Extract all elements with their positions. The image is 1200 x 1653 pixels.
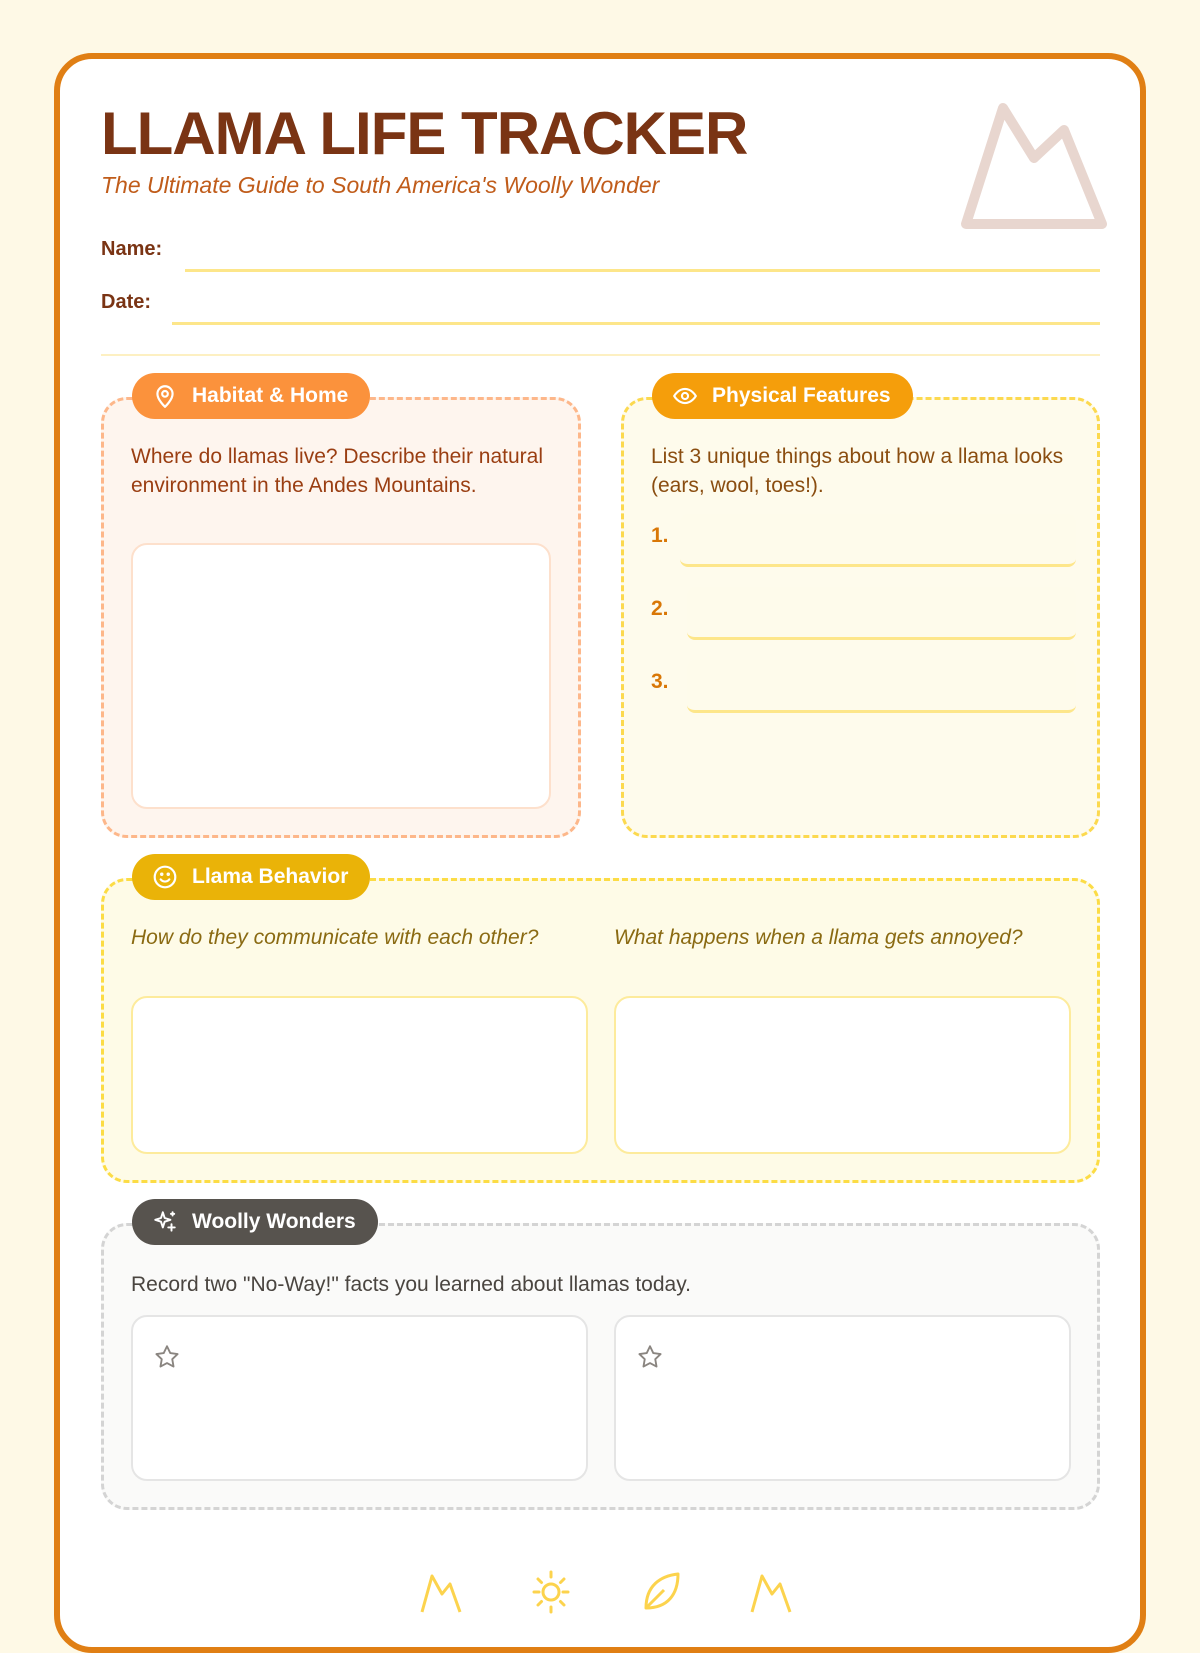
annoyed-question: What happens when a llama gets annoyed?	[614, 926, 1023, 949]
habitat-prompt: Where do llamas live? Describe their natural environment in the Andes Mountains.	[131, 445, 544, 497]
mountain-icon	[418, 1568, 464, 1614]
physical-badge	[652, 373, 913, 419]
feature-input[interactable]	[680, 514, 1076, 567]
mountain-icon	[748, 1568, 794, 1614]
sun-icon	[528, 1568, 574, 1614]
page-title: LLAMA LIFE TRACKER	[101, 100, 748, 167]
feature-number: 1.	[651, 524, 669, 547]
woolly-badge	[132, 1199, 378, 1245]
feature-row	[651, 660, 1076, 712]
behavior-title: Llama Behavior	[192, 865, 349, 888]
physical-section	[621, 384, 1100, 838]
feature-number: 2.	[651, 597, 669, 620]
woolly-section	[101, 1210, 1100, 1510]
fact-box[interactable]	[131, 1315, 588, 1481]
name-label: Name:	[101, 238, 163, 260]
feature-row	[651, 587, 1076, 639]
date-input[interactable]	[172, 322, 1100, 325]
feature-row	[651, 514, 1076, 566]
page-subtitle: The Ultimate Guide to South America's Woolly Wonder	[101, 172, 660, 198]
annoyed-answer-box[interactable]	[614, 996, 1071, 1154]
star-icon	[636, 1343, 664, 1371]
behavior-badge	[132, 854, 370, 900]
mountain-icon	[958, 96, 1110, 236]
sparkles-icon	[152, 1209, 178, 1235]
habitat-title: Habitat & Home	[192, 384, 349, 407]
footer-icons	[418, 1568, 794, 1614]
feature-number: 3.	[651, 670, 669, 693]
eye-icon	[672, 383, 698, 409]
feature-input[interactable]	[687, 660, 1076, 713]
woolly-title: Woolly Wonders	[192, 1210, 356, 1233]
feature-input[interactable]	[687, 587, 1076, 640]
physical-prompt: List 3 unique things about how a llama looks (ears, wool, toes!).	[651, 445, 1064, 497]
communication-question: How do they communicate with each other?	[131, 926, 539, 949]
leaf-icon	[638, 1568, 684, 1614]
habitat-answer-box[interactable]	[131, 543, 551, 809]
physical-title: Physical Features	[712, 384, 891, 407]
behavior-section	[101, 865, 1100, 1183]
habitat-badge	[132, 373, 370, 419]
map-pin-icon	[152, 383, 178, 409]
fact-box[interactable]	[614, 1315, 1071, 1481]
habitat-section	[101, 384, 581, 838]
header-divider	[101, 354, 1100, 356]
star-icon	[153, 1343, 181, 1371]
communication-answer-box[interactable]	[131, 996, 588, 1154]
smile-icon	[152, 864, 178, 890]
date-label: Date:	[101, 291, 152, 313]
woolly-prompt: Record two "No-Way!" facts you learned about llamas today.	[131, 1273, 691, 1296]
name-input[interactable]	[185, 269, 1100, 272]
